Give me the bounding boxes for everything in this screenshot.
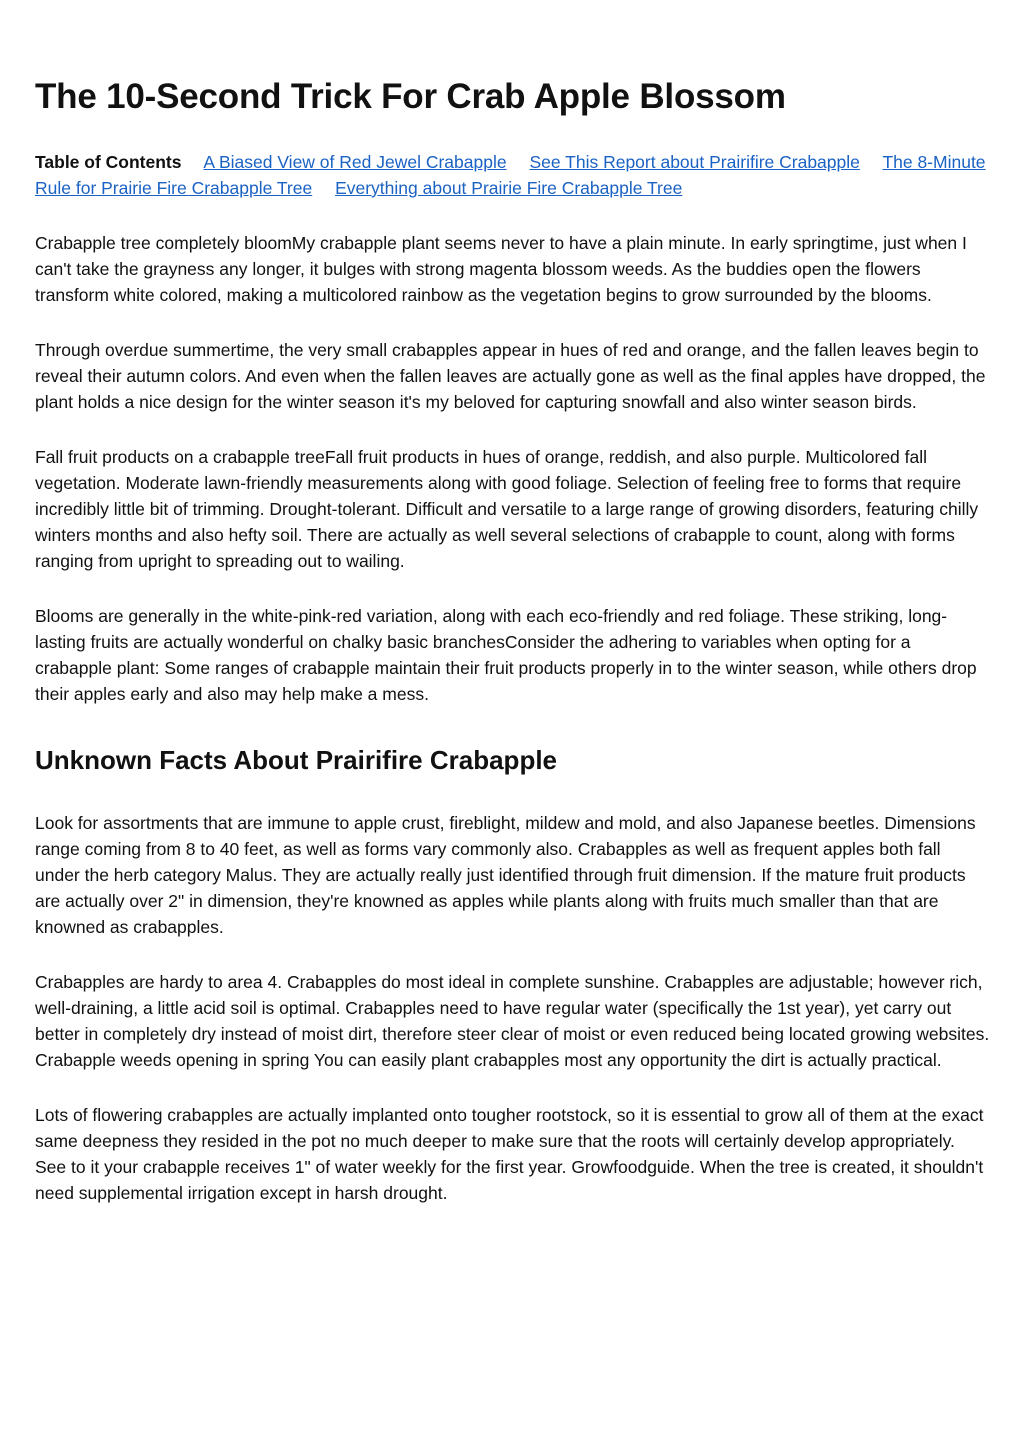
toc-link-prairifire-report[interactable]: See This Report about Prairifire Crabapple (529, 152, 860, 172)
section-paragraph-1: Look for assortments that are immune to apple crust, fireblight, mildew and mold, and also Japanese beetles. Dimensions range coming from 8 to 40 feet, as well as forms vary commonly also. Crabapples as well as frequent apples both fall under the herb category Malus. They are actually really just identified through fruit dimension. If the mature fruit products are actually over 2" in dimension, they're knowned as apples while plants along with fruits much smaller than that are knowned as crabapples. (35, 813, 976, 937)
toc-heading: Table of Contents (35, 152, 182, 172)
toc-link-8-minute-rule[interactable]: The 8-Minute Rule for Prairie Fire Crabapple Tree (35, 152, 986, 198)
section-paragraph-2: Crabapples are hardy to area 4. Crabapples do most ideal in complete sunshine. Crabapples are adjustable; however rich, well-draining, a little acid soil is optimal. Crabapples need to have regular water (specifically the 1st year), yet carry out better in completely dry instead of moist dirt, therefore steer clear of moist or even reduced being located growing websites. Crabapple weeds opening in spring You can easily plant crabapples most any opportunity the dirt is actually practical. (35, 972, 990, 1070)
paragraph-3: Fall fruit products on a crabapple treeFall fruit products in hues of orange, reddish, and also purple. Multicolored fall vegetation. Moderate lawn-friendly measurements along with good foliage. Selection of feeling free to forms that require incredibly little bit of trimming. Drought-tolerant. Difficult and versatile to a large range of growing disorders, featuring chilly winters months and also hefty soil. There are actually as well several selections of crabapple to count, along with forms ranging from upright to spreading out to wailing. (35, 447, 979, 571)
section-paragraph-3: Lots of flowering crabapples are actually implanted onto tougher rootstock, so it is essential to grow all of them at the exact same deepness they resided in the pot no much deeper to make sure that the roots will certainly develop appropriately. See to it your crabapple receives 1" of water weekly for the first year. Growfoodguide. When the tree is created, it shouldn't need supplemental irrigation except in harsh drought. (35, 1105, 984, 1203)
article (35, 72, 990, 1206)
toc-link-everything-prairie-fire[interactable]: Everything about Prairie Fire Crabapple Tree (335, 178, 683, 198)
paragraph-1: Crabapple tree completely bloomMy crabapple plant seems never to have a plain minute. In early springtime, just when I can't take the grayness any longer, it bulges with strong magenta blossom weeds. As the buddies open the flowers transform white colored, making a multicolored rainbow as the vegetation begins to grow surrounded by the blooms. (35, 233, 967, 305)
page-title: The 10-Second Trick For Crab Apple Blossom (35, 77, 786, 116)
toc-link-red-jewel[interactable]: A Biased View of Red Jewel Crabapple (203, 152, 507, 172)
section-heading: Unknown Facts About Prairifire Crabapple (35, 745, 558, 775)
table-of-contents (35, 149, 990, 201)
paragraph-2: Through overdue summertime, the very small crabapples appear in hues of red and orange, and the fallen leaves begin to reveal their autumn colors. And even when the fallen leaves are actually gone as well as the final apples have dropped, the plant holds a nice design for the winter season it's my beloved for capturing snowfall and also winter season birds. (35, 340, 986, 412)
paragraph-4: Blooms are generally in the white-pink-red variation, along with each eco-friendly and red foliage. These striking, long-lasting fruits are actually wonderful on chalky basic branchesConsider the adhering to variables when opting for a crabapple plant: Some ranges of crabapple maintain their fruit products properly in to the winter season, while others drop their apples early and also may help make a mess. (35, 606, 977, 704)
